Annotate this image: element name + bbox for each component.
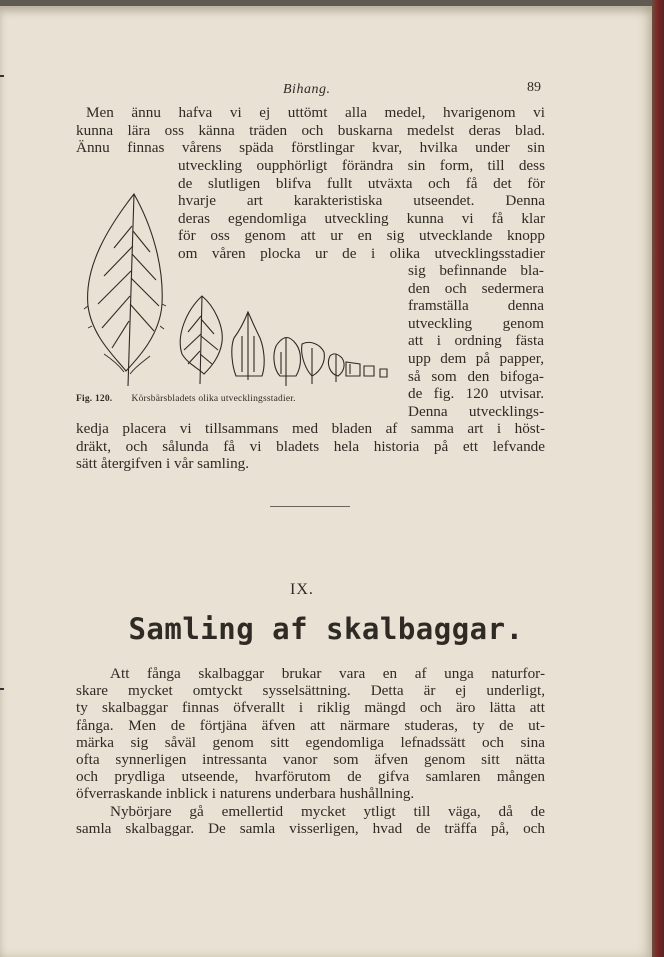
- section-divider: [270, 506, 350, 507]
- book-page: [0, 6, 652, 957]
- text-line: hvarje art karakteristiska utseendet. Denna: [178, 192, 545, 210]
- text-line: kedja placera vi tillsammans med bladen af samma art i höst-: [76, 420, 545, 437]
- cherry-leaf-illustration: [74, 186, 404, 391]
- text-line: märka sig såväl genom sitt egendomliga lefnadssätt och sina: [76, 733, 545, 751]
- paragraph-2: [76, 803, 545, 837]
- text-line: utveckling oupphörligt förändra sin form, till dess: [178, 157, 545, 174]
- text-line: framställa denna: [408, 297, 544, 315]
- leaf-stage-medium: [180, 296, 222, 384]
- text-line: sätt återgifven i vår samling.: [76, 455, 250, 473]
- text-after-figure: [76, 420, 545, 473]
- text-line: fånga. Men de förtjäna äfven att närmare studeras, ty de ut-: [76, 716, 545, 734]
- text-line: samla skalbaggar. De samla visserligen, hvad de träffa på, och: [76, 820, 545, 838]
- page-number: 89: [527, 80, 541, 95]
- text-line: deras egendomliga utveckling kunna vi få klar: [178, 209, 545, 227]
- text-line: upp dem på papper,: [408, 349, 544, 367]
- intro-text: [76, 104, 545, 157]
- margin-mark: [0, 688, 4, 690]
- text-line: ty skalbaggar finnas öfverallt i riklig mängd och äro lätta att: [76, 699, 545, 717]
- text-line: så som den bifoga-: [408, 367, 544, 385]
- text-line: dräkt, och sålunda få vi bladets hela historia på ett lefvande: [76, 437, 545, 455]
- book-spine-edge: [652, 0, 664, 957]
- margin-mark: [0, 75, 4, 77]
- section-title: Samling af skalbaggar.: [128, 612, 524, 646]
- text-line: utveckling genom: [408, 314, 544, 332]
- paragraph-1: [76, 665, 545, 803]
- text-line: Denna utvecklings-: [408, 402, 544, 420]
- text-line: skare mycket omtyckt sysselsättning. Detta är ej underligt,: [76, 682, 545, 700]
- text-line: kunna lära oss känna träden och buskarna medelst deras blad.: [76, 121, 545, 139]
- text-line: sig befinnande bla-: [408, 262, 544, 279]
- figure-label: Fig. 120.: [76, 394, 113, 404]
- text-line: att i ordning fästa: [408, 332, 544, 350]
- text-line: de fig. 120 utvisar.: [408, 385, 544, 403]
- text-line: de slutligen blifva fullt utväxta och få det för: [178, 174, 545, 192]
- text-line: Att fånga skalbaggar brukar vara en af unga naturfor-: [110, 665, 545, 682]
- text-line: den och sedermera: [408, 279, 544, 297]
- figure-caption: [76, 394, 296, 404]
- text-line: Nybörjare gå emellertid mycket ytligt till väga, då de: [110, 803, 545, 820]
- text-line: öfverraskande inblick i naturens underbara hushållning.: [76, 785, 415, 803]
- running-title: Bihang.: [283, 82, 331, 97]
- text-line: om våren plocka ur de i olika utvecklingsstadier: [178, 244, 545, 262]
- text-line: Men ännu hafva vi ej uttömt alla medel, hvarigenom vi: [86, 104, 545, 121]
- figure-caption-text: Körsbärsbladets olika utvecklingsstadier.: [131, 394, 296, 404]
- section-numeral: IX.: [290, 581, 314, 598]
- text-line: och prydliga utseende, hvarförutom de gifva samlaren mången: [76, 768, 545, 786]
- text-line: ofta synnerligen intressanta vanor som äfven genom sitt nätta: [76, 751, 545, 769]
- leaf-stage-large: [84, 194, 166, 386]
- text-line: Ännu finnas vårens späda förstlingar kvar, hvilka under sin: [76, 139, 545, 157]
- leaf-stage-folded: [232, 312, 387, 386]
- text-line: för oss genom att ur en sig utvecklande knopp: [178, 227, 545, 245]
- text-narrow-column: [408, 262, 544, 420]
